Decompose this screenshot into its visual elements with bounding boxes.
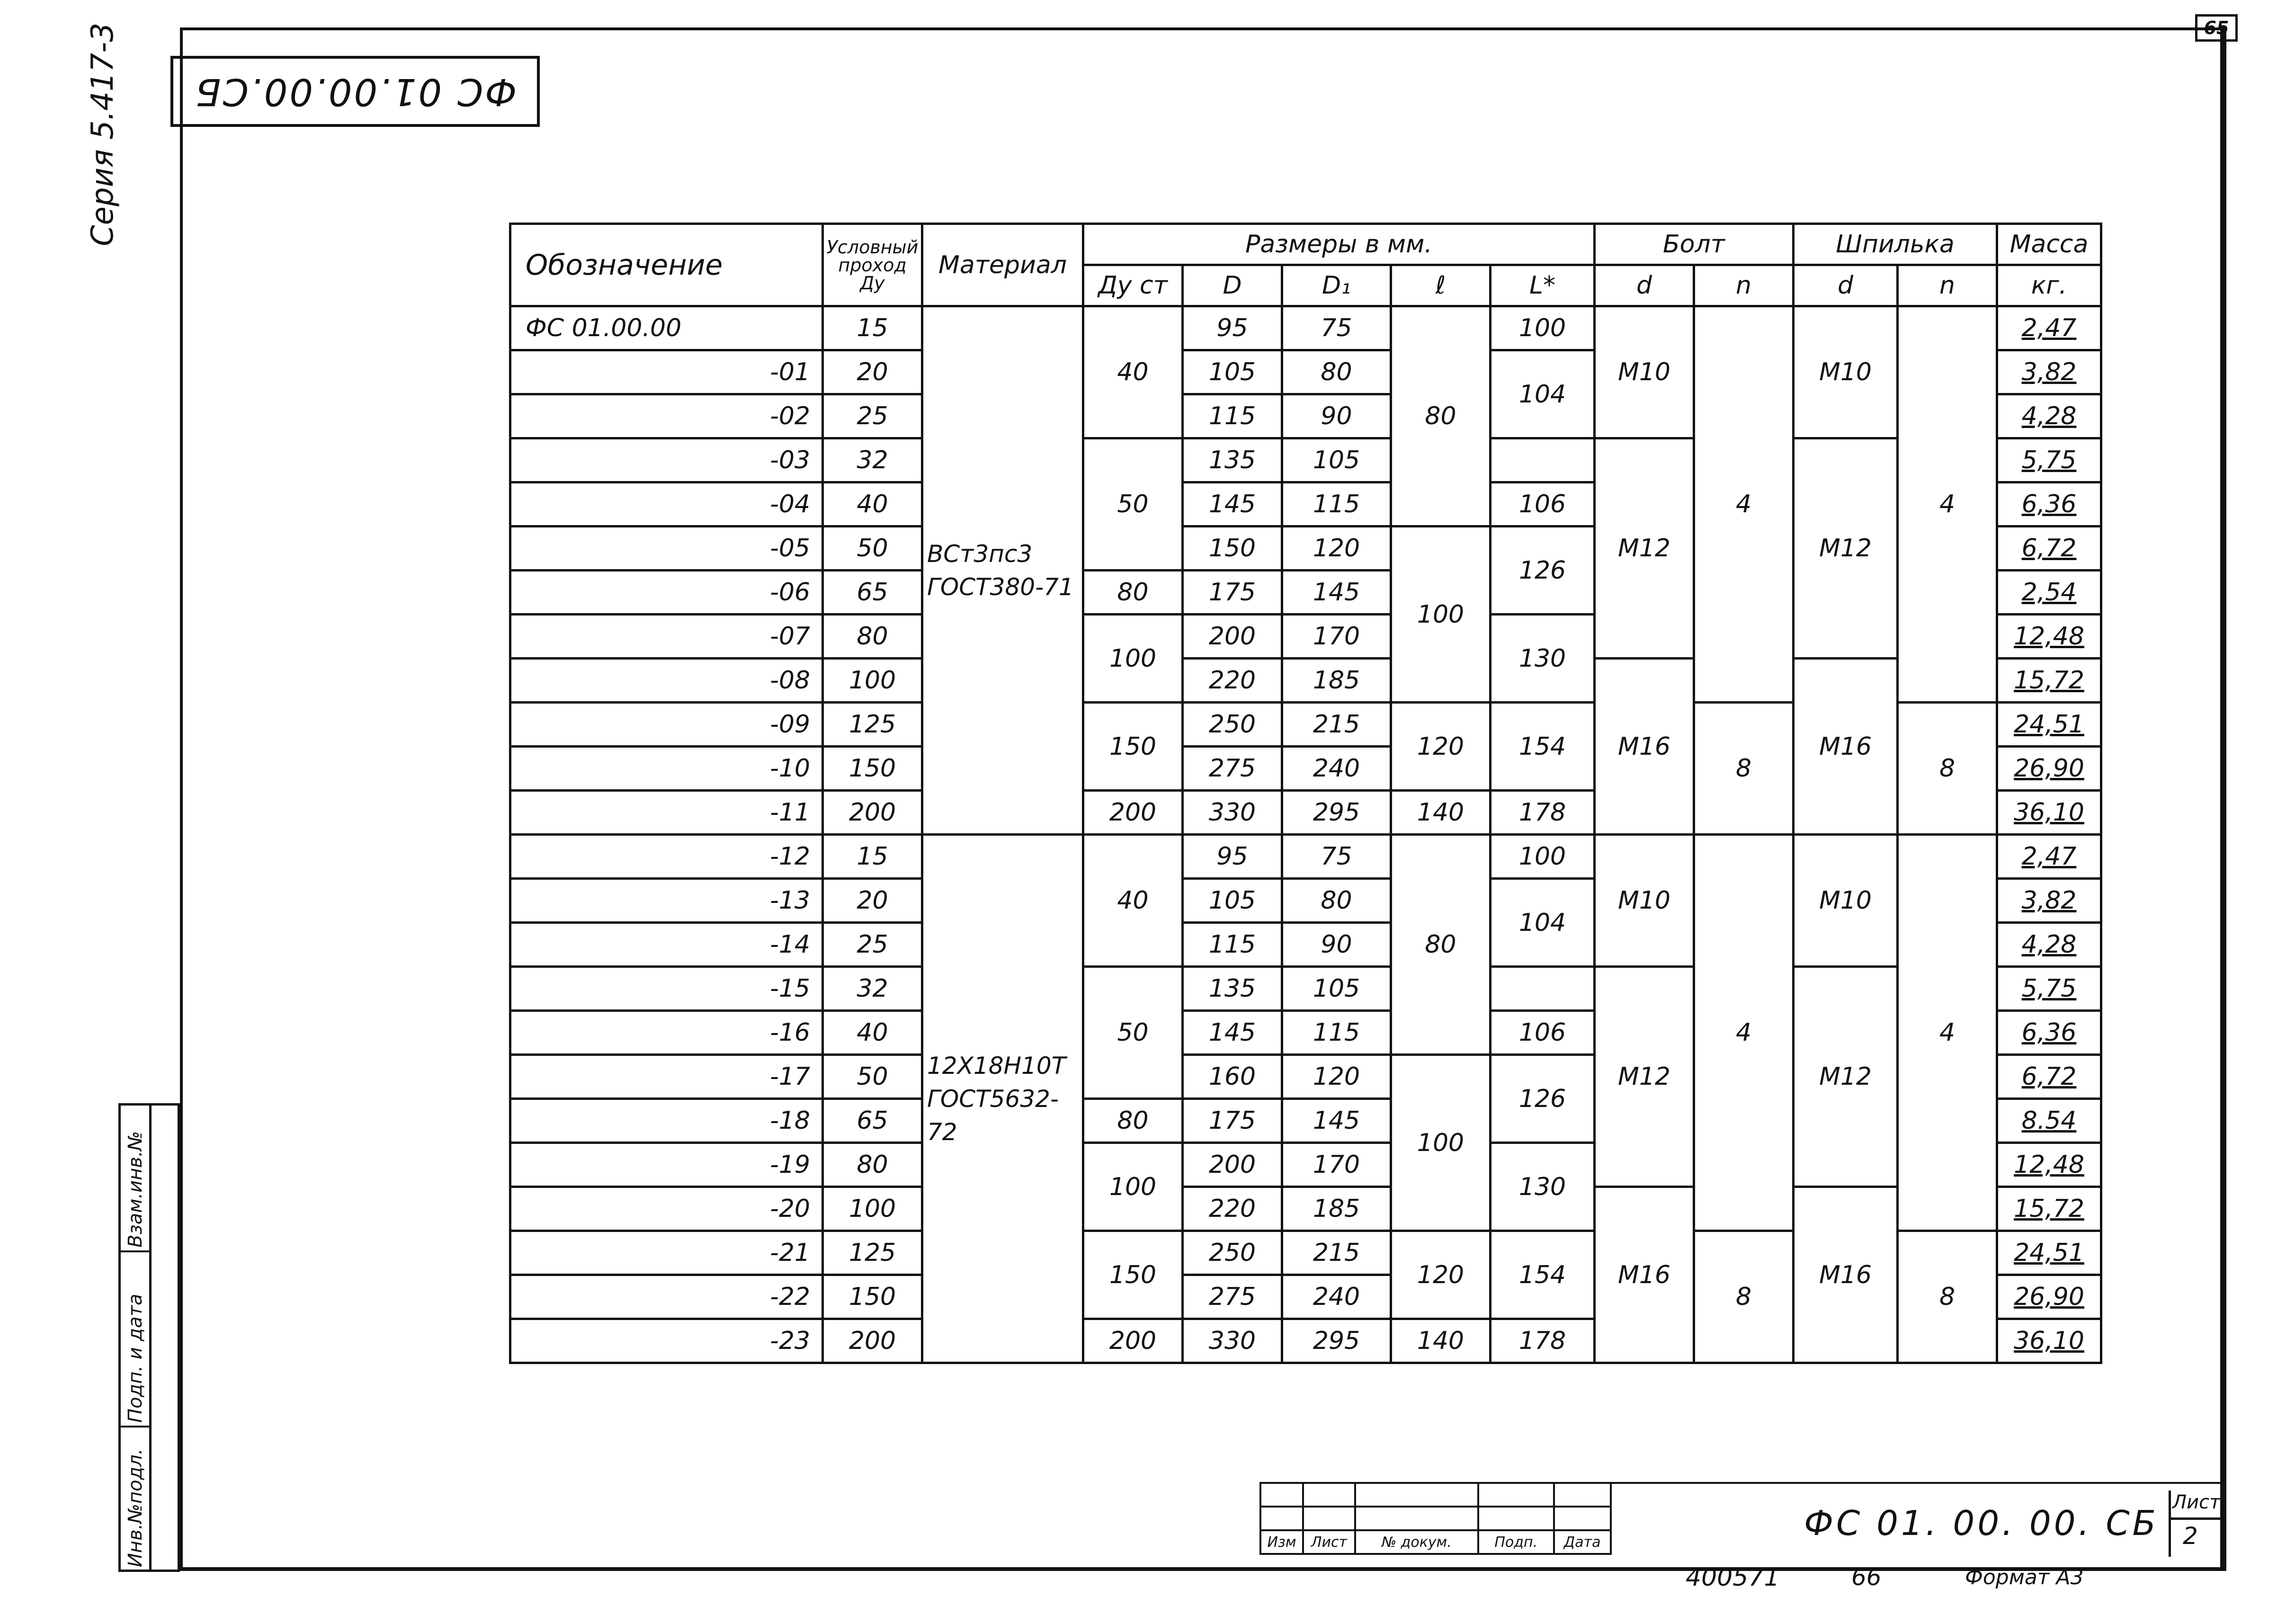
cell-dy: 100: [823, 1187, 922, 1231]
cell-dyst: 50: [1083, 967, 1183, 1099]
cell-mass: 24,51: [1997, 1231, 2101, 1275]
header-D: D: [1183, 265, 1282, 306]
cell-bolt-n: 8: [1694, 1231, 1794, 1363]
cell-mass: 3,82: [1997, 879, 2101, 923]
cell-L: 154: [1491, 703, 1595, 791]
cell-dyst: 150: [1083, 703, 1183, 791]
cell-designation: -20: [510, 1187, 823, 1231]
cell-designation: -14: [510, 923, 823, 967]
cell-D1: 170: [1282, 1143, 1391, 1187]
cell-designation: -08: [510, 659, 823, 703]
cell-dy: 200: [823, 791, 922, 835]
sheet-divider: [2169, 1517, 2221, 1520]
header-dimensions: Размеры в мм.: [1083, 224, 1595, 265]
cell-l: 120: [1391, 1231, 1491, 1319]
table-row: [510, 438, 2101, 482]
strip-label-inventory: Инв.№подл.: [125, 1448, 146, 1567]
cell-D1: 185: [1282, 659, 1391, 703]
cell-designation: -02: [510, 394, 823, 438]
cell-dy: 20: [823, 350, 922, 394]
cell-designation: -16: [510, 1011, 823, 1055]
cell-mass: 15,72: [1997, 659, 2101, 703]
cell-designation: -06: [510, 571, 823, 615]
format-label: Формат А3: [1965, 1565, 2084, 1589]
cell-mass: 26,90: [1997, 1275, 2101, 1319]
cell-L: [1491, 438, 1595, 482]
table-row: [510, 1187, 2101, 1231]
table-row: [510, 306, 2101, 350]
cell-designation: -15: [510, 967, 823, 1011]
cell-D1: 170: [1282, 615, 1391, 659]
cell-L: 130: [1491, 615, 1595, 703]
cell-D: 200: [1183, 615, 1282, 659]
cell-designation: -12: [510, 835, 823, 879]
cell-designation: -01: [510, 350, 823, 394]
cell-D: 275: [1183, 1275, 1282, 1319]
signature-strip: [118, 1103, 180, 1572]
cell-dy: 15: [823, 835, 922, 879]
cell-dy: 150: [823, 747, 922, 791]
header-stud-n: n: [1898, 265, 1997, 306]
header-mass: Масса: [1997, 224, 2101, 265]
cell-dy: 20: [823, 879, 922, 923]
cell-dy: 150: [823, 1275, 922, 1319]
cell-L: [1491, 967, 1595, 1011]
cell-designation: -22: [510, 1275, 823, 1319]
cell-bolt-d: М12: [1595, 967, 1694, 1187]
cell-designation: -10: [510, 747, 823, 791]
cell-dyst: 80: [1083, 571, 1183, 615]
header-stud: Шпилька: [1794, 224, 1997, 265]
cell-D1: 120: [1282, 1055, 1391, 1099]
header-designation: Обозначение: [510, 224, 823, 306]
cell-D1: 145: [1282, 571, 1391, 615]
header-dy-st: Ду ст: [1083, 265, 1183, 306]
cell-dy: 200: [823, 1319, 922, 1363]
cell-dy: 40: [823, 1011, 922, 1055]
cell-bolt-d: М10: [1595, 835, 1694, 967]
cell-stud-d: М12: [1794, 438, 1898, 659]
document-code: ФС 01. 00. 00. СБ: [1804, 1503, 2159, 1543]
header-D1: D₁: [1282, 265, 1391, 306]
cell-designation: -07: [510, 615, 823, 659]
sheet-number: 2: [2183, 1522, 2198, 1550]
cell-bolt-n: 8: [1694, 703, 1794, 835]
rev-label-sheet: Лист: [1303, 1530, 1355, 1554]
cell-stud-n: 4: [1898, 306, 1997, 703]
cell-designation: -19: [510, 1143, 823, 1187]
cell-designation: -11: [510, 791, 823, 835]
cell-stud-d: М10: [1794, 306, 1898, 438]
cell-bolt-d: М16: [1595, 1187, 1694, 1363]
strip-label-replace: Взам.инв.№: [125, 1131, 146, 1248]
cell-stud-d: М16: [1794, 659, 1898, 835]
cell-designation: ФС 01.00.00: [510, 306, 823, 350]
table-row: [510, 967, 2101, 1011]
cell-D1: 115: [1282, 1011, 1391, 1055]
cell-D: 275: [1183, 747, 1282, 791]
cell-designation: -23: [510, 1319, 823, 1363]
header-L: L*: [1491, 265, 1595, 306]
cell-D: 135: [1183, 967, 1282, 1011]
cell-D: 175: [1183, 1099, 1282, 1143]
cell-dyst: 50: [1083, 438, 1183, 571]
cell-D: 145: [1183, 482, 1282, 526]
table-row: [510, 659, 2101, 703]
cell-dyst: 40: [1083, 835, 1183, 967]
cell-designation: -09: [510, 703, 823, 747]
cell-mass: 12,48: [1997, 1143, 2101, 1187]
cell-dyst: 150: [1083, 1231, 1183, 1319]
cell-dy: 15: [823, 306, 922, 350]
cell-D: 135: [1183, 438, 1282, 482]
cell-l: 80: [1391, 835, 1491, 1055]
cell-mass: 26,90: [1997, 747, 2101, 791]
rev-label-date: Дата: [1554, 1530, 1611, 1554]
cell-L: 100: [1491, 835, 1595, 879]
cell-mass: 4,28: [1997, 394, 2101, 438]
cell-D1: 90: [1282, 394, 1391, 438]
cell-mass: 3,82: [1997, 350, 2101, 394]
header-bolt-d: d: [1595, 265, 1694, 306]
cell-D1: 145: [1282, 1099, 1391, 1143]
cell-designation: -17: [510, 1055, 823, 1099]
cell-l: 120: [1391, 703, 1491, 791]
spec-table: [509, 223, 2102, 1364]
cell-designation: -04: [510, 482, 823, 526]
cell-L: 106: [1491, 1011, 1595, 1055]
cell-dy: 32: [823, 438, 922, 482]
cell-dy: 50: [823, 1055, 922, 1099]
table-row: [510, 835, 2101, 879]
cell-D1: 75: [1282, 835, 1391, 879]
cell-mass: 6,72: [1997, 1055, 2101, 1099]
cell-mass: 5,75: [1997, 438, 2101, 482]
cell-dy: 65: [823, 571, 922, 615]
cell-D: 250: [1183, 703, 1282, 747]
cell-bolt-d: М12: [1595, 438, 1694, 659]
cell-D: 330: [1183, 1319, 1282, 1363]
header-mass-unit: кг.: [1997, 265, 2101, 306]
cell-stud-n: 4: [1898, 835, 1997, 1231]
frame-right-edge: [2221, 27, 2226, 1571]
cell-D: 95: [1183, 835, 1282, 879]
cell-dy: 50: [823, 526, 922, 571]
cell-dy: 25: [823, 923, 922, 967]
cell-designation: -18: [510, 1099, 823, 1143]
cell-D1: 105: [1282, 967, 1391, 1011]
cell-bolt-d: М16: [1595, 659, 1694, 835]
cell-L: 126: [1491, 526, 1595, 615]
cell-D1: 90: [1282, 923, 1391, 967]
cell-mass: 8.54: [1997, 1099, 2101, 1143]
cell-mass: 12,48: [1997, 615, 2101, 659]
cell-D1: 105: [1282, 438, 1391, 482]
cell-L: 178: [1491, 1319, 1595, 1363]
cell-l: 80: [1391, 306, 1491, 526]
cell-D: 175: [1183, 571, 1282, 615]
cell-designation: -05: [510, 526, 823, 571]
cell-D: 105: [1183, 879, 1282, 923]
cell-stud-d: М16: [1794, 1187, 1898, 1363]
cell-L: 104: [1491, 350, 1595, 438]
cell-dyst: 80: [1083, 1099, 1183, 1143]
cell-l: 140: [1391, 791, 1491, 835]
cell-mass: 5,75: [1997, 967, 2101, 1011]
cell-mass: 2,47: [1997, 835, 2101, 879]
cell-D1: 295: [1282, 1319, 1391, 1363]
cell-L: 154: [1491, 1231, 1595, 1319]
header-nominal-bore: Условный проход Ду: [823, 224, 922, 306]
rev-label-change: Изм: [1260, 1530, 1303, 1554]
cell-D: 115: [1183, 923, 1282, 967]
cell-dy: 80: [823, 615, 922, 659]
cell-D1: 215: [1282, 703, 1391, 747]
cell-dy: 100: [823, 659, 922, 703]
cell-D: 145: [1183, 1011, 1282, 1055]
cell-D: 220: [1183, 1187, 1282, 1231]
cell-L: 104: [1491, 879, 1595, 967]
cell-D1: 215: [1282, 1231, 1391, 1275]
cell-dy: 32: [823, 967, 922, 1011]
rev-label-doc: № докум.: [1355, 1530, 1478, 1554]
cell-stud-d: М12: [1794, 967, 1898, 1187]
cell-dy: 125: [823, 703, 922, 747]
cell-dyst: 200: [1083, 791, 1183, 835]
cell-mass: 4,28: [1997, 923, 2101, 967]
series-label: Серия 5.417-3: [85, 22, 120, 246]
cell-D1: 80: [1282, 879, 1391, 923]
cell-l: 140: [1391, 1319, 1491, 1363]
cell-L: 178: [1491, 791, 1595, 835]
cell-designation: -03: [510, 438, 823, 482]
cell-stud-n: 8: [1898, 1231, 1997, 1363]
stamp-code: ФС 01.00.00.СБ: [193, 70, 517, 113]
page-number: 65: [2195, 14, 2238, 42]
cell-D: 330: [1183, 791, 1282, 835]
cell-l: 100: [1391, 526, 1491, 703]
cell-dy: 25: [823, 394, 922, 438]
cell-L: 100: [1491, 306, 1595, 350]
cell-D: 160: [1183, 1055, 1282, 1099]
cell-D: 105: [1183, 350, 1282, 394]
cell-mass: 24,51: [1997, 703, 2101, 747]
cell-mass: 15,72: [1997, 1187, 2101, 1231]
cell-mass: 36,10: [1997, 791, 2101, 835]
cell-D1: 120: [1282, 526, 1391, 571]
page-reference: 66: [1851, 1563, 1882, 1591]
cell-dyst: 40: [1083, 306, 1183, 438]
cell-D1: 185: [1282, 1187, 1391, 1231]
cell-D1: 115: [1282, 482, 1391, 526]
cell-D1: 80: [1282, 350, 1391, 394]
cell-D: 220: [1183, 659, 1282, 703]
cell-D: 250: [1183, 1231, 1282, 1275]
cell-mass: 2,47: [1997, 306, 2101, 350]
cell-dy: 125: [823, 1231, 922, 1275]
header-bolt: Болт: [1595, 224, 1794, 265]
cell-bolt-d: М10: [1595, 306, 1694, 438]
cell-D1: 240: [1282, 1275, 1391, 1319]
strip-divider: [149, 1106, 152, 1570]
cell-L: 130: [1491, 1143, 1595, 1231]
header-l: ℓ: [1391, 265, 1491, 306]
cell-D1: 295: [1282, 791, 1391, 835]
cell-stud-d: М10: [1794, 835, 1898, 967]
cell-dy: 80: [823, 1143, 922, 1187]
cell-mass: 6,36: [1997, 482, 2101, 526]
sheet-label: Лист: [2172, 1491, 2221, 1513]
cell-l: 100: [1391, 1055, 1491, 1231]
header-material: Материал: [922, 224, 1083, 306]
header-bolt-n: n: [1694, 265, 1794, 306]
cell-mass: 36,10: [1997, 1319, 2101, 1363]
cell-bolt-n: 4: [1694, 306, 1794, 703]
cell-mass: 6,36: [1997, 1011, 2101, 1055]
rev-label-sign: Подп.: [1478, 1530, 1554, 1554]
corner-stamp: [170, 56, 540, 127]
cell-designation: -21: [510, 1231, 823, 1275]
cell-designation: -13: [510, 879, 823, 923]
cell-material: 12Х18Н10Т ГОСТ5632-72: [922, 835, 1083, 1363]
cell-L: 126: [1491, 1055, 1595, 1143]
cell-dyst: 200: [1083, 1319, 1183, 1363]
cell-mass: 2,54: [1997, 571, 2101, 615]
cell-dyst: 100: [1083, 615, 1183, 703]
strip-label-sign: Подп. и дата: [125, 1294, 146, 1423]
cell-D: 200: [1183, 1143, 1282, 1187]
cell-D1: 75: [1282, 306, 1391, 350]
cell-L: 106: [1491, 482, 1595, 526]
header-stud-d: d: [1794, 265, 1898, 306]
cell-dy: 65: [823, 1099, 922, 1143]
cell-dyst: 100: [1083, 1143, 1183, 1231]
cell-D: 95: [1183, 306, 1282, 350]
cell-stud-n: 8: [1898, 703, 1997, 835]
inventory-number: 400571: [1686, 1563, 1780, 1592]
cell-bolt-n: 4: [1694, 835, 1794, 1231]
cell-dy: 40: [823, 482, 922, 526]
cell-material: ВСт3пс3 ГОСТ380-71: [922, 306, 1083, 835]
cell-D: 150: [1183, 526, 1282, 571]
cell-D1: 240: [1282, 747, 1391, 791]
cell-D: 115: [1183, 394, 1282, 438]
cell-mass: 6,72: [1997, 526, 2101, 571]
